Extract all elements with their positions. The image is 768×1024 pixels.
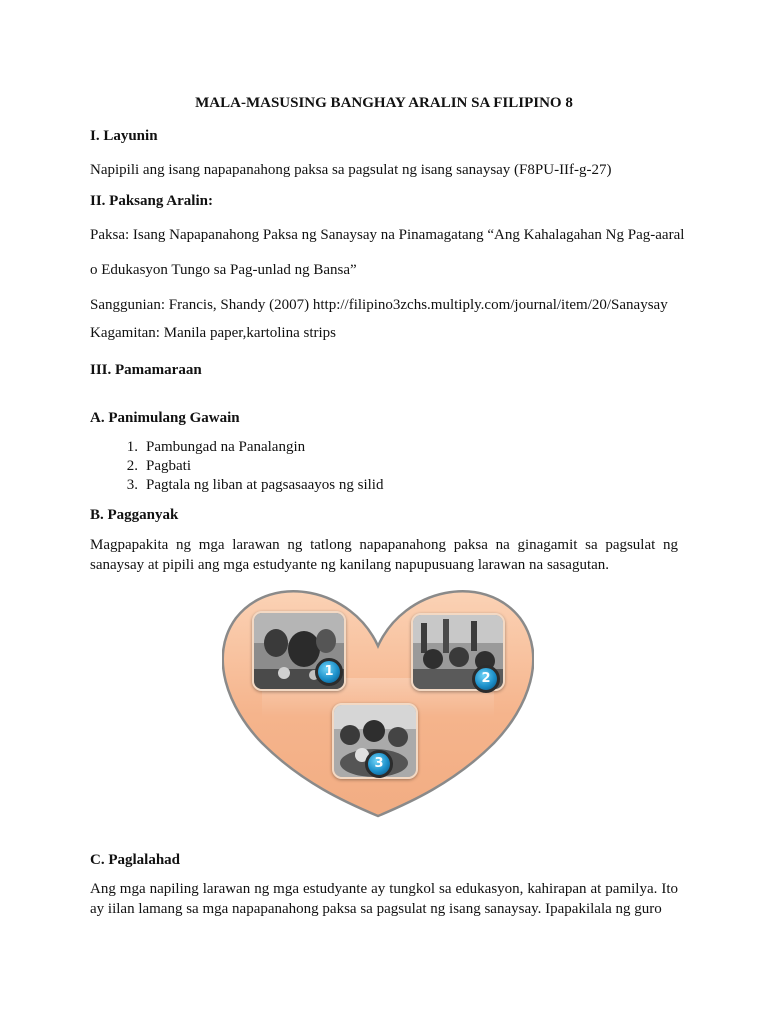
heart-figure bbox=[222, 578, 534, 828]
badge-3: 3 bbox=[365, 750, 393, 778]
list-item-text: Pagbati bbox=[146, 458, 191, 474]
paksa-line-2: o Edukasyon Tungo sa Pag-unlad ng Bansa” bbox=[90, 262, 357, 278]
layunin-heading: I. Layunin bbox=[90, 128, 158, 144]
paglalahad-paragraph: Ang mga napiling larawan ng mga estudyante ay tungkol sa edukasyon, kahirapan at pamilya. Ito ay iilan lamang sa mga napapanahong paksa sa pagsulat ng isang sanaysay. Ipapakilala ng guro bbox=[90, 881, 678, 917]
panimulang-gawain-list bbox=[90, 438, 383, 495]
paksa-line-1: Paksa: Isang Napapanahong Paksa ng Sanaysay na Pinamagatang “Ang Kahalagahan Ng Pag-aaral bbox=[90, 227, 685, 243]
pagganyak-paragraph: Magpapakita ng mga larawan ng tatlong napapanahong paksa na ginagamit sa pagsulat ng sanaysay at pipili ang mga estudyante ng kanilang napupusuang larawan na sasagutan. bbox=[90, 537, 678, 573]
kagamitan-text: Kagamitan: Manila paper,kartolina strips bbox=[90, 325, 336, 341]
list-item-number: 1. bbox=[126, 439, 138, 455]
badge-2: 2 bbox=[472, 665, 500, 693]
list-item bbox=[90, 438, 383, 457]
pamamaraan-heading: III. Pamamaraan bbox=[90, 362, 202, 378]
list-item-number: 3. bbox=[126, 477, 138, 493]
paksang-aralin-heading: II. Paksang Aralin: bbox=[90, 193, 213, 209]
pagganyak-heading: B. Pagganyak bbox=[90, 507, 179, 523]
panimulang-gawain-heading: A. Panimulang Gawain bbox=[90, 410, 240, 426]
list-item bbox=[90, 457, 383, 476]
list-item-text: Pambungad na Panalangin bbox=[146, 439, 306, 455]
badge-1: 1 bbox=[315, 658, 343, 686]
document-title: MALA-MASUSING BANGHAY ARALIN SA FILIPINO 8 bbox=[195, 95, 573, 111]
sanggunian-text: Sanggunian: Francis, Shandy (2007) http://filipino3zchs.multiply.com/journal/item/20/Sanaysay bbox=[90, 297, 668, 313]
list-item-number: 2. bbox=[126, 458, 138, 474]
list-item bbox=[90, 476, 383, 495]
paglalahad-heading: C. Paglalahad bbox=[90, 852, 181, 868]
list-item-text: Pagtala ng liban at pagsasaayos ng silid bbox=[146, 477, 384, 493]
layunin-text: Napipili ang isang napapanahong paksa sa pagsulat ng isang sanaysay (F8PU-IIf-g-27) bbox=[90, 162, 612, 178]
